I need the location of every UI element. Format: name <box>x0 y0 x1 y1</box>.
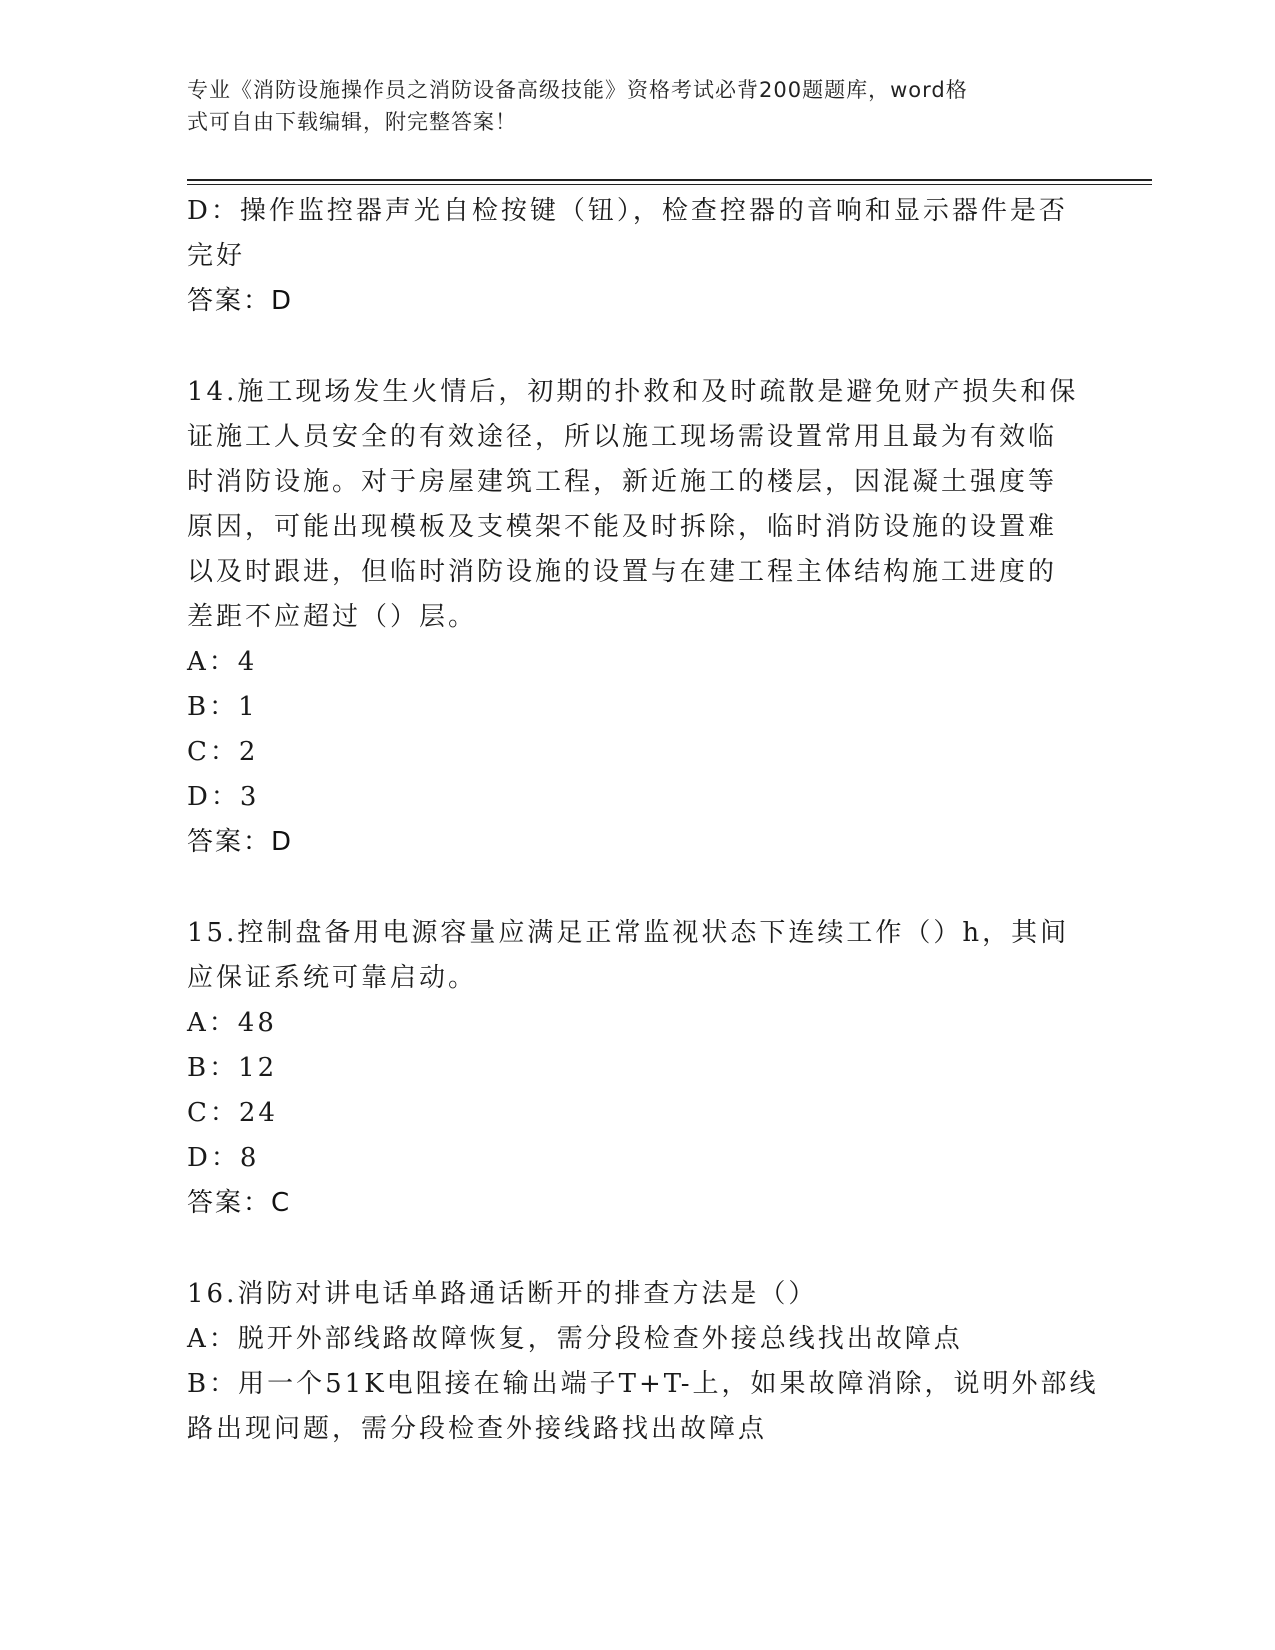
option-line: D：操作监控器声光自检按键（钮），检查控器的音响和显示器件是否 <box>187 196 1068 226</box>
spacer <box>187 1226 1087 1272</box>
question-text-line: 时消防设施。对于房屋建筑工程，新近施工的楼层，因混凝土强度等 <box>187 467 1058 497</box>
question-text-line: 16.消防对讲电话单路通话断开的排查方法是（） <box>187 1279 818 1309</box>
question-text-line: 15.控制盘备用电源容量应满足正常监视状态下连续工作（）h，其间 <box>187 918 1070 948</box>
header-line-1: 专业《消防设施操作员之消防设备高级技能》资格考试必背200题题库，word格 <box>187 78 968 102</box>
question-text-line: 14.施工现场发生火情后，初期的扑救和及时疏散是避免财产损失和保 <box>187 377 1079 407</box>
option-d: D：8 <box>187 1143 260 1173</box>
header-line-2: 式可自由下载编辑，附完整答案！ <box>187 110 517 134</box>
question-16 <box>187 1272 1099 1452</box>
question-13-tail <box>187 189 1087 324</box>
spacer <box>187 324 1087 370</box>
question-text-line: 原因，可能出现模板及支模架不能及时拆除，临时消防设施的设置难 <box>187 512 1058 542</box>
option-a: A：48 <box>187 1008 277 1038</box>
question-text-line: 差距不应超过（）层。 <box>187 602 478 632</box>
option-line: 完好 <box>187 241 246 271</box>
option-a: A：脱开外部线路故障恢复，需分段检查外接总线找出故障点 <box>187 1324 963 1354</box>
option-c: C：2 <box>187 737 259 767</box>
option-b: B：1 <box>187 692 258 722</box>
option-c: C：24 <box>187 1098 278 1128</box>
option-b: B：用一个51K电阻接在输出端子T+T-上，如果故障消除，说明外部线 <box>187 1369 1099 1399</box>
spacer <box>187 865 1087 911</box>
document-body <box>187 189 1099 1452</box>
question-text-line: 应保证系统可靠启动。 <box>187 963 478 993</box>
answer-line: 答案：C <box>187 1188 292 1218</box>
question-text-line: 以及时跟进，但临时消防设施的设置与在建工程主体结构施工进度的 <box>187 557 1058 587</box>
question-15 <box>187 911 1087 1226</box>
answer-line: 答案：D <box>187 827 294 857</box>
header-divider-thin <box>187 184 1152 185</box>
question-text-line: 证施工人员安全的有效途径，所以施工现场需设置常用且最为有效临 <box>187 422 1058 452</box>
header-divider-thick <box>187 179 1152 181</box>
answer-line: 答案：D <box>187 286 294 316</box>
option-d: D：3 <box>187 782 260 812</box>
option-b: B：12 <box>187 1053 278 1083</box>
option-a: A：4 <box>187 647 258 677</box>
option-b-continued: 路出现问题，需分段检查外接线路找出故障点 <box>187 1414 768 1444</box>
question-14 <box>187 370 1087 865</box>
document-header <box>187 74 1067 138</box>
